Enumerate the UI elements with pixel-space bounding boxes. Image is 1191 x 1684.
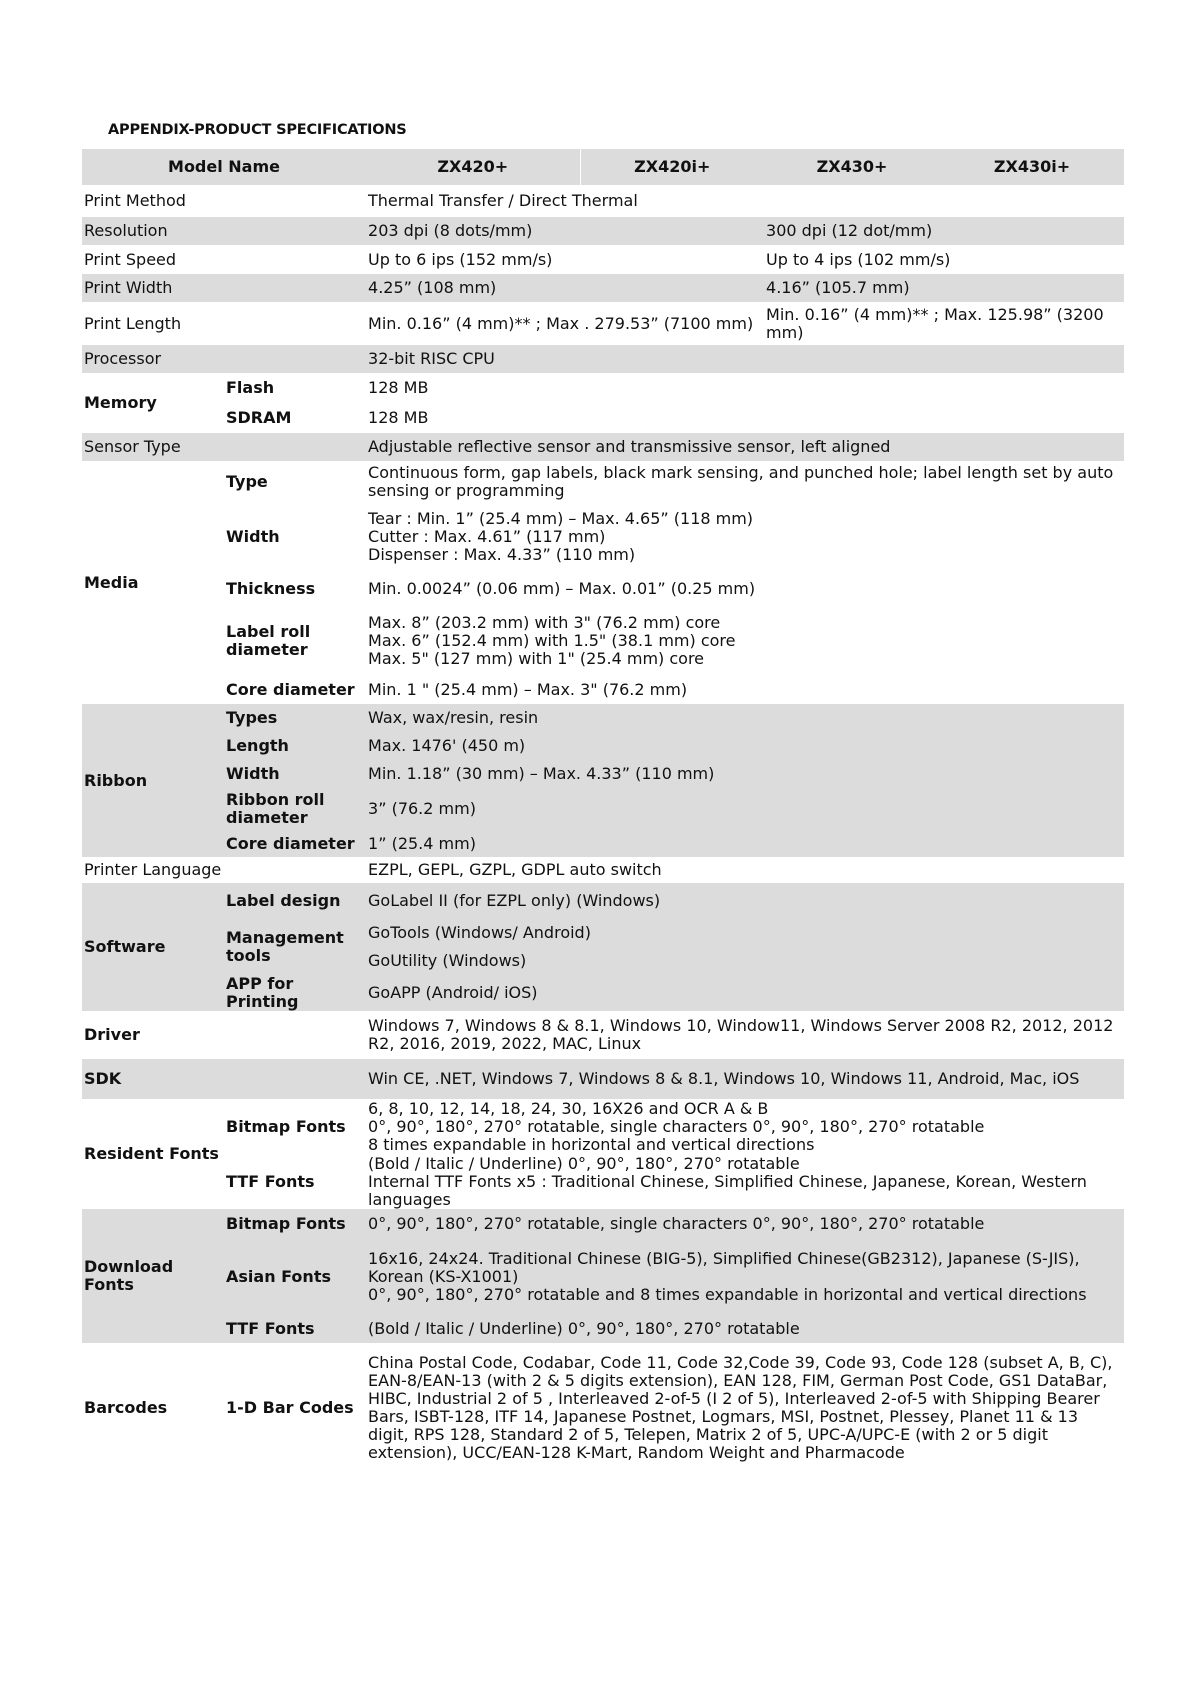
row-memory-flash [82,373,1124,403]
row-media-width [82,503,1124,571]
spec-table [82,149,1124,1473]
row-value: (Bold / Italic / Underline) 0°, 90°, 180°, 270° rotatable [368,1319,800,1338]
row-resident-ttf [82,1154,1124,1209]
model-name-header: Model Name [168,157,280,176]
row-value: Min. 1.18” (30 mm) – Max. 4.33” (110 mm) [368,764,715,783]
page-title: APPENDIX-PRODUCT SPECIFICATIONS [108,122,407,138]
row-value: Adjustable reflective sensor and transmissive sensor, left aligned [368,437,891,456]
row-value-203dpi: Up to 6 ips (152 mm/s) [368,249,553,269]
row-label: Resolution [84,221,168,240]
sub-label: Management tools [226,928,344,965]
row-label: Print Length [84,313,182,333]
sub-label: TTF Fonts [226,1319,315,1338]
row-value: 0°, 90°, 180°, 270° rotatable, single characters 0°, 90°, 180°, 270° rotatable [368,1214,985,1233]
sub-label: Bitmap Fonts [226,1116,346,1136]
row-resolution [82,217,1124,245]
row-driver [82,1011,1124,1059]
row-value: China Postal Code, Codabar, Code 11, Code 32,Code 39, Code 93, Code 128 (subset A, B, C), EAN-8/EAN-13 (with 2 & 5 digits extension), EAN 128, FIM, German Post Code, GS1 DataBar, HIBC, Industrial 2 of 5 , Interleaved 2-of-5 (I 2 of 5), Interleaved 2-of-5 with Shipping Bearer Bars, ISBT-128, ITF 14, Japanese Postnet, Logmars, MSI, Postnet, Plessey, Planet 11 & 13 digit, RPS 128, Standard 2 of 5, Telepen, Matrix 2 of 5, UPC-A/UPC-E (with 2 or 5 digit extension), UCC/EAN-128 K-Mart, Random Weight and Pharmacode [368,1353,1113,1462]
row-value: Max. 1476' (450 m) [368,736,526,755]
row-value: 128 MB [368,408,429,427]
row-value: 128 MB [368,378,429,397]
sub-label: Core diameter [226,679,355,699]
row-value-300dpi: Min. 0.16” (4 mm)** ; Max. 125.98” (3200 mm) [766,304,1104,342]
row-value: Min. 0.0024” (0.06 mm) – Max. 0.01” (0.25 mm) [368,579,756,598]
row-value: 32-bit RISC CPU [368,349,495,368]
group-label-barcodes: Barcodes [84,1398,168,1417]
row-value-203dpi: 203 dpi (8 dots/mm) [368,221,533,240]
row-software-label-design [82,883,1124,919]
row-value: 16x16, 24x24. Traditional Chinese (BIG-5), Simplified Chinese(GB2312), Japanese (S-JIS), Korean (KS-X1001) 0°, 90°, 180°, 270° rotatable and 8 times expandable in horizontal and vertical directions [368,1249,1087,1304]
row-value: 1” (25.4 mm) [368,833,476,853]
sub-label: Length [226,736,289,755]
row-ribbon-types [82,704,1124,732]
sub-label: Type [226,472,268,491]
row-value: Windows 7, Windows 8 & 8.1, Windows 10, Window11, Windows Server 2008 R2, 2012, 2012 R2, 2016, 2019, 2022, MAC, Linux [368,1016,1114,1053]
sub-label: Types [226,708,278,727]
row-sensor-type [82,433,1124,461]
group-label-ribbon: Ribbon [84,770,148,790]
row-value: GoLabel II (for EZPL only) (Windows) [368,891,661,910]
row-media-label-roll [82,607,1124,675]
row-value-203dpi: Min. 0.16” (4 mm)** ; Max . 279.53” (7100 mm) [368,313,754,333]
sub-label: Width [226,527,280,546]
row-value: Tear : Min. 1” (25.4 mm) – Max. 4.65” (118 mm) Cutter : Max. 4.61” (117 mm) Dispenser : Max. 4.33” (110 mm) [368,509,754,564]
row-download-ttf [82,1315,1124,1343]
model-zx420iplus: ZX420i+ [634,157,711,176]
row-value: Win CE, .NET, Windows 7, Windows 8 & 8.1, Windows 10, Windows 11, Android, Mac, iOS [368,1069,1080,1088]
row-print-speed [82,245,1124,274]
row-value: Max. 8” (203.2 mm) with 3" (76.2 mm) core Max. 6” (152.4 mm) with 1.5" (38.1 mm) core Max. 5" (127 mm) with 1" (25.4 mm) core [368,613,736,668]
row-software-app [82,975,1124,1011]
row-label: Print Width [84,278,173,297]
row-ribbon-core [82,830,1124,857]
sub-label: Thickness [226,579,316,598]
row-sdk [82,1059,1124,1099]
row-value-300dpi: Up to 4 ips (102 mm/s) [766,249,951,269]
row-media-type [82,461,1124,503]
row-media-core [82,675,1124,704]
row-ribbon-length [82,732,1124,760]
header-row [82,149,1124,185]
row-value: 6, 8, 10, 12, 14, 18, 24, 30, 16X26 and OCR A & B 0°, 90°, 180°, 270° rotatable, single characters 0°, 90°, 180°, 270° rotatable 8 times expandable in horizontal and vertical directions [368,1098,985,1154]
group-label-download-fonts: Download Fonts [84,1257,174,1294]
row-value-300dpi: 4.16” (105.7 mm) [766,278,910,297]
group-label-resident-fonts: Resident Fonts [84,1144,219,1163]
row-download-asian [82,1239,1124,1315]
sub-label: Core diameter [226,833,355,853]
sub-label: Asian Fonts [226,1267,331,1286]
sub-label: Width [226,764,280,783]
row-label: Driver [84,1025,140,1044]
row-printer-language [82,857,1124,883]
row-media-thickness [82,571,1124,607]
group-label-memory: Memory [84,393,157,412]
row-value: Min. 1 " (25.4 mm) – Max. 3" (76.2 mm) [368,679,688,699]
row-label: SDK [84,1069,122,1088]
row-value: 3” (76.2 mm) [368,799,476,818]
row-value-203dpi: 4.25” (108 mm) [368,278,497,297]
row-value: Continuous form, gap labels, black mark sensing, and punched hole; label length set by auto sensing or programming [368,463,1114,500]
group-label-media: Media [84,572,139,592]
row-value: Thermal Transfer / Direct Thermal [368,191,638,210]
model-zx430iplus: ZX430i+ [993,157,1071,176]
row-value: GoTools (Windows/ Android) [368,923,591,942]
row-barcodes-1d [82,1343,1124,1473]
row-software-management-1 [82,919,1124,947]
row-value-300dpi: 300 dpi (12 dot/mm) [766,221,933,240]
row-label: Sensor Type [84,437,181,456]
row-value: Wax, wax/resin, resin [368,708,539,727]
row-print-width [82,274,1124,302]
row-ribbon-width [82,760,1124,788]
model-zx430plus: ZX430+ [816,157,888,176]
row-print-length [82,302,1124,345]
row-label: Printer Language [84,860,222,879]
row-memory-sdram [82,403,1124,433]
sub-label: Label design [226,891,341,910]
sub-label: Flash [226,378,275,397]
row-value: EZPL, GEPL, GZPL, GDPL auto switch [368,860,662,879]
row-value: GoAPP (Android/ iOS) [368,983,538,1002]
row-label: Processor [84,349,162,368]
group-label-software: Software [84,937,166,956]
sub-label: Bitmap Fonts [226,1214,346,1233]
sub-label: Ribbon roll diameter [226,790,325,827]
row-print-method [82,185,1124,217]
row-download-bitmap [82,1209,1124,1239]
row-value: GoUtility (Windows) [368,951,527,970]
sub-label: SDRAM [226,408,292,427]
model-zx420plus: ZX420+ [366,149,580,185]
sub-label: 1-D Bar Codes [226,1398,354,1417]
row-processor [82,345,1124,373]
row-value: (Bold / Italic / Underline) 0°, 90°, 180°, 270° rotatable Internal TTF Fonts x5 : Traditional Chinese, Simplified Chinese, Japanese, Korean, Western languages [368,1153,1087,1209]
row-ribbon-roll [82,788,1124,830]
sub-label: Label roll diameter [226,622,311,659]
row-label: Print Method [84,191,186,210]
sub-label: APP for Printing [226,974,299,1011]
sub-label: TTF Fonts [226,1171,315,1191]
row-label: Print Speed [84,249,177,269]
row-resident-bitmap [82,1099,1124,1154]
